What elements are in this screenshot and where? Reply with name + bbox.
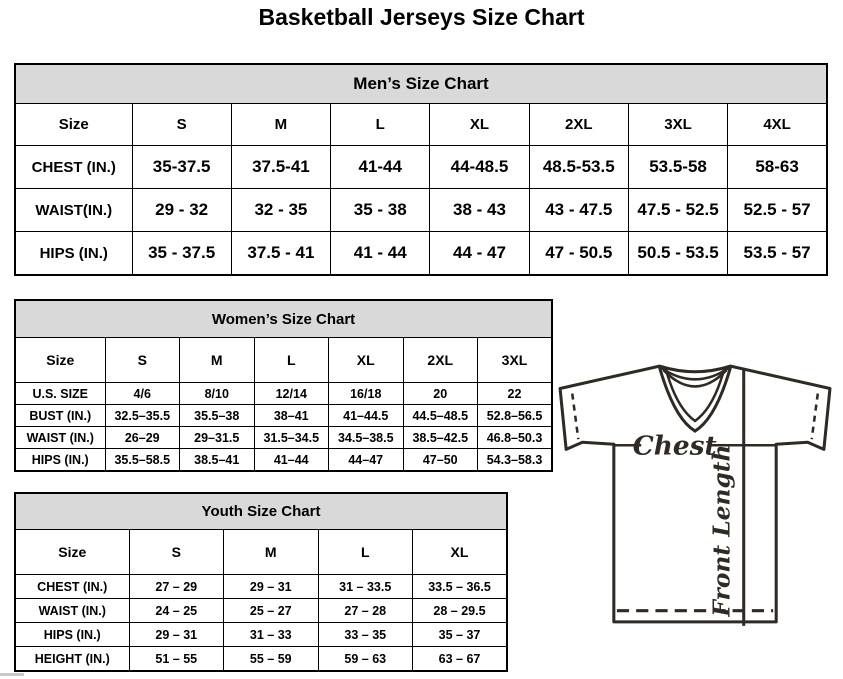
size-cell: 52.5 - 57 — [728, 189, 827, 232]
row-label: HEIGHT (IN.) — [15, 647, 129, 672]
column-header: S — [132, 104, 231, 146]
size-cell: 52.8–56.5 — [478, 405, 553, 427]
size-cell: 53.5 - 57 — [728, 232, 827, 276]
column-header: 2XL — [403, 338, 478, 383]
size-cell: 35-37.5 — [132, 146, 231, 189]
column-header: M — [224, 530, 319, 575]
size-cell: 35 - 37.5 — [132, 232, 231, 276]
column-header-row — [15, 530, 507, 575]
column-header: XL — [329, 338, 404, 383]
column-header: S — [105, 338, 180, 383]
size-cell: 38–41 — [254, 405, 329, 427]
womens-size-chart — [14, 299, 553, 472]
chart-title-row — [15, 493, 507, 530]
row-label: HIPS (IN.) — [15, 232, 132, 276]
youth-size-chart-table — [14, 492, 508, 672]
size-cell: 31 – 33 — [224, 623, 319, 647]
page-title: Basketball Jerseys Size Chart — [258, 4, 585, 30]
chart-title: Women’s Size Chart — [15, 300, 552, 338]
size-cell: 27 – 29 — [129, 575, 224, 599]
size-cell: 25 – 27 — [224, 599, 319, 623]
row-label: HIPS (IN.) — [15, 449, 105, 472]
row-label: U.S. SIZE — [15, 383, 105, 405]
table-row — [15, 449, 552, 472]
youth-size-chart — [14, 492, 508, 672]
row-label: HIPS (IN.) — [15, 623, 129, 647]
table-row — [15, 232, 827, 276]
size-cell: 28 – 29.5 — [413, 599, 508, 623]
jersey-outline — [560, 366, 830, 622]
size-cell: 33 – 35 — [318, 623, 413, 647]
mens-size-chart — [14, 63, 828, 276]
table-row — [15, 189, 827, 232]
row-label: CHEST (IN.) — [15, 575, 129, 599]
column-header-row — [15, 338, 552, 383]
size-cell: 32.5–35.5 — [105, 405, 180, 427]
womens-size-chart-table — [14, 299, 553, 472]
table-row — [15, 575, 507, 599]
size-cell: 38.5–42.5 — [403, 427, 478, 449]
size-cell: 41-44 — [331, 146, 430, 189]
size-cell: 29–31.5 — [180, 427, 255, 449]
mens-size-chart-table — [14, 63, 828, 276]
size-cell: 29 – 31 — [224, 575, 319, 599]
column-header: 3XL — [628, 104, 727, 146]
size-cell: 54.3–58.3 — [478, 449, 553, 472]
row-label: CHEST (IN.) — [15, 146, 132, 189]
bottom-left-artifact-bar — [0, 673, 24, 676]
size-cell: 12/14 — [254, 383, 329, 405]
size-cell: 33.5 – 36.5 — [413, 575, 508, 599]
size-cell: 38 - 43 — [430, 189, 529, 232]
size-cell: 38.5–41 — [180, 449, 255, 472]
size-cell: 41–44 — [254, 449, 329, 472]
column-header: Size — [15, 104, 132, 146]
size-cell: 59 – 63 — [318, 647, 413, 672]
size-cell: 44-48.5 — [430, 146, 529, 189]
size-cell: 47.5 - 52.5 — [628, 189, 727, 232]
column-header: Size — [15, 338, 105, 383]
column-header: M — [180, 338, 255, 383]
chest-label: Chest — [632, 430, 717, 462]
table-row — [15, 599, 507, 623]
column-header: 3XL — [478, 338, 553, 383]
size-cell: 34.5–38.5 — [329, 427, 404, 449]
size-cell: 26–29 — [105, 427, 180, 449]
size-cell: 41 - 44 — [331, 232, 430, 276]
chart-title-row — [15, 64, 827, 104]
row-label: WAIST (IN.) — [15, 427, 105, 449]
column-header: 2XL — [529, 104, 628, 146]
table-row — [15, 427, 552, 449]
table-row — [15, 647, 507, 672]
size-cell: 20 — [403, 383, 478, 405]
table-row — [15, 623, 507, 647]
size-cell: 27 – 28 — [318, 599, 413, 623]
size-cell: 35.5–58.5 — [105, 449, 180, 472]
column-header: Size — [15, 530, 129, 575]
size-cell: 44 - 47 — [430, 232, 529, 276]
size-cell: 4/6 — [105, 383, 180, 405]
table-row — [15, 383, 552, 405]
size-cell: 41–44.5 — [329, 405, 404, 427]
size-cell: 8/10 — [180, 383, 255, 405]
column-header: S — [129, 530, 224, 575]
size-cell: 47 - 50.5 — [529, 232, 628, 276]
chart-title: Youth Size Chart — [15, 493, 507, 530]
column-header: 4XL — [728, 104, 827, 146]
row-label: BUST (IN.) — [15, 405, 105, 427]
column-header: L — [318, 530, 413, 575]
size-cell: 35 – 37 — [413, 623, 508, 647]
size-cell: 53.5-58 — [628, 146, 727, 189]
size-cell: 31.5–34.5 — [254, 427, 329, 449]
size-cell: 46.8–50.3 — [478, 427, 553, 449]
size-cell: 29 – 31 — [129, 623, 224, 647]
size-cell: 29 - 32 — [132, 189, 231, 232]
size-cell: 43 - 47.5 — [529, 189, 628, 232]
size-cell: 48.5-53.5 — [529, 146, 628, 189]
column-header: L — [331, 104, 430, 146]
size-cell: 63 – 67 — [413, 647, 508, 672]
size-cell: 44–47 — [329, 449, 404, 472]
column-header: L — [254, 338, 329, 383]
size-cell: 55 – 59 — [224, 647, 319, 672]
column-header: XL — [413, 530, 508, 575]
size-cell: 37.5-41 — [231, 146, 330, 189]
column-header: XL — [430, 104, 529, 146]
size-cell: 51 – 55 — [129, 647, 224, 672]
size-cell: 32 - 35 — [231, 189, 330, 232]
front-length-label: Front Length — [707, 444, 736, 617]
size-cell: 22 — [478, 383, 553, 405]
size-cell: 58-63 — [728, 146, 827, 189]
size-cell: 35 - 38 — [331, 189, 430, 232]
size-cell: 47–50 — [403, 449, 478, 472]
row-label: WAIST(IN.) — [15, 189, 132, 232]
table-row — [15, 405, 552, 427]
size-cell: 50.5 - 53.5 — [628, 232, 727, 276]
chart-title: Men’s Size Chart — [15, 64, 827, 104]
size-cell: 16/18 — [329, 383, 404, 405]
size-cell: 37.5 - 41 — [231, 232, 330, 276]
chart-title-row — [15, 300, 552, 338]
jersey-measurement-diagram — [556, 360, 832, 630]
table-row — [15, 146, 827, 189]
size-cell: 24 – 25 — [129, 599, 224, 623]
column-header-row — [15, 104, 827, 146]
size-cell: 35.5–38 — [180, 405, 255, 427]
size-cell: 31 – 33.5 — [318, 575, 413, 599]
row-label: WAIST (IN.) — [15, 599, 129, 623]
column-header: M — [231, 104, 330, 146]
size-cell: 44.5–48.5 — [403, 405, 478, 427]
